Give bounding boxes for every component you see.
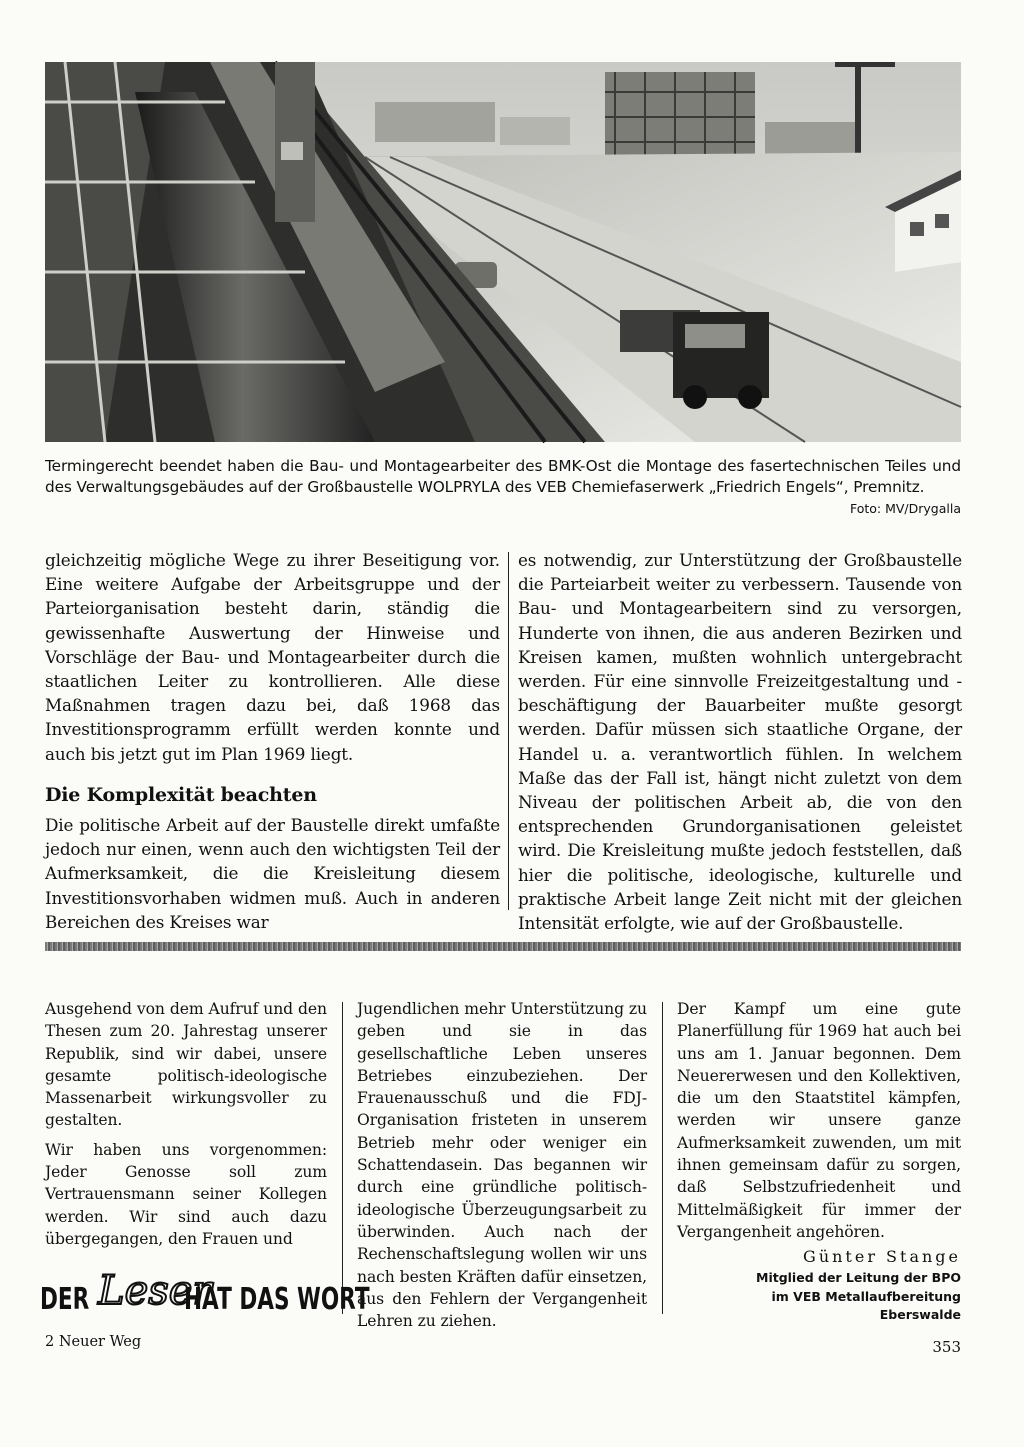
letter-paragraph: Der Kampf um eine gute Planerfüllung für 1969 hat auch bei uns am 1. Januar begonnen. Dem Neuererwesen und den Kollektiven, die um den Staatstitel kämpfen, werden wir unsere ganze Aufmerksamkeit zuwenden, um mit ihnen gemeinsam dafür zu sorgen, daß Selbstzufriedenheit und Mittelmäßigkeit für immer der Vergangenheit angehören. <box>677 1000 961 1241</box>
letter-paragraph: Jugendlichen mehr Unterstützung zu geben und sie in das gesellschaftliche Leben unseres Betriebes einzubeziehen. Der Frauenausschuß und die FDJ-Organisation fristeten in unserem Betrieb mehr oder weniger ein Schattendasein. Das begannen wir durch eine gründliche politisch-ideologische Überzeugungsarbeit zu überwinden. Auch nach der Rechenschaftslegung wollen wir uns nach besten Kräften dafür einsetzen, aus den Fehlern der Vergangenheit Lehren zu ziehen. <box>357 1000 647 1331</box>
logo-text-hat-das-wort: HAT DAS WORT <box>184 1282 370 1318</box>
article-paragraph: gleichzeitig mögliche Wege zu ihrer Beseitigung vor. Eine weitere Aufgabe der Arbeitsgruppe und der Parteiorganisation besteht darin, ständig die gewissenhafte Auswertung der Hinweise und Vorschläge der Bau- und Montagearbeiter durch die staatlichen Leiter zu kontrollieren. Alle diese Maßnahmen tragen dazu bei, daß 1968 das Investitionsprogramm erfüllt werden konnte und auch bis jetzt gut im Plan 1969 liegt. <box>45 550 500 764</box>
letter-paragraph: Ausgehend von dem Aufruf und den Thesen zum 20. Jahrestag unserer Republik, sind wir dabei, unsere gesamte politisch-ideologische Massenarbeit wirkungsvoller zu gestalten. <box>45 1000 327 1130</box>
author-name: Günter Stange <box>803 1247 961 1266</box>
letter-paragraph: Wir haben uns vorgenommen: Jeder Genosse soll zum Vertrauensmann seiner Kollegen werden. Wir sind auch dazu übergegangen, den Frauen und <box>45 1140 327 1248</box>
article-column-right <box>518 548 962 935</box>
letter-column-2 <box>357 998 647 1332</box>
author-location: Eberswalde <box>879 1307 961 1322</box>
section-divider <box>45 942 961 951</box>
column-divider <box>662 1002 663 1314</box>
author-role-line: im VEB Metallaufbereitung <box>771 1288 961 1304</box>
author-role-line: Mitglied der Leitung der BPO <box>756 1270 961 1285</box>
letter-column-3 <box>677 998 961 1243</box>
footer-publication: 2 Neuer Weg <box>45 1334 142 1350</box>
photo-credit: Foto: MV/Drygalla <box>849 501 961 516</box>
photo-construction-site-icon <box>45 62 961 442</box>
page-number: 353 <box>932 1338 961 1356</box>
article-subheading: Die Komplexität beachten <box>45 783 317 806</box>
column-divider <box>508 552 509 910</box>
construction-site-photo <box>45 62 961 442</box>
rubric-logo <box>40 1262 370 1320</box>
photo-caption: Termingerecht beendet haben die Bau- und Montagearbeiter des BMK-Ost die Montage des fasertechnischen Teiles und des Verwaltungsgebäudes auf der Großbaustelle WOLPRYLA des VEB Chemiefaserwerk „Friedrich Engels“, Premnitz. <box>45 457 961 496</box>
article-paragraph: Die politische Arbeit auf der Baustelle direkt umfaßte jedoch nur einen, wenn auch den wichtigsten Teil der Aufmerksamkeit, die die Kreisleitung diesem Investitionsvorhaben widmen muß. Auch in anderen Bereichen des Kreises war <box>45 815 500 932</box>
article-column-left <box>45 548 500 934</box>
letter-signature <box>677 1245 961 1325</box>
letter-column-1 <box>45 998 327 1250</box>
column-divider <box>342 1002 343 1314</box>
logo-text-leser: Leser <box>98 1268 212 1314</box>
logo-text-der: DER <box>40 1282 90 1318</box>
article-paragraph: es notwendig, zur Unterstützung der Großbaustelle die Parteiarbeit weiter zu verbessern. Tausende von Bau- und Montagearbeitern sind zu versorgen, Hunderte von ihnen, die aus anderen Bezirken und Kreisen kamen, mußten wohnlich untergebracht werden. Für eine sinnvolle Freizeitgestaltung und -beschäftigung der Bauarbeiter mußte gesorgt werden. Dafür müssen sich staatliche Organe, der Handel u. a. verantwortlich fühlen. In welchem Maße das der Fall ist, hängt nicht zuletzt von dem Niveau der politischen Arbeit ab, die von den entsprechenden Grundorganisationen geleistet wird. Die Kreisleitung mußte jedoch feststellen, daß hier die politische, ideologische, kulturelle und praktische Arbeit lange Zeit nicht mit der gleichen Intensität erfolgte, wie auf der Großbaustelle. <box>518 550 962 934</box>
